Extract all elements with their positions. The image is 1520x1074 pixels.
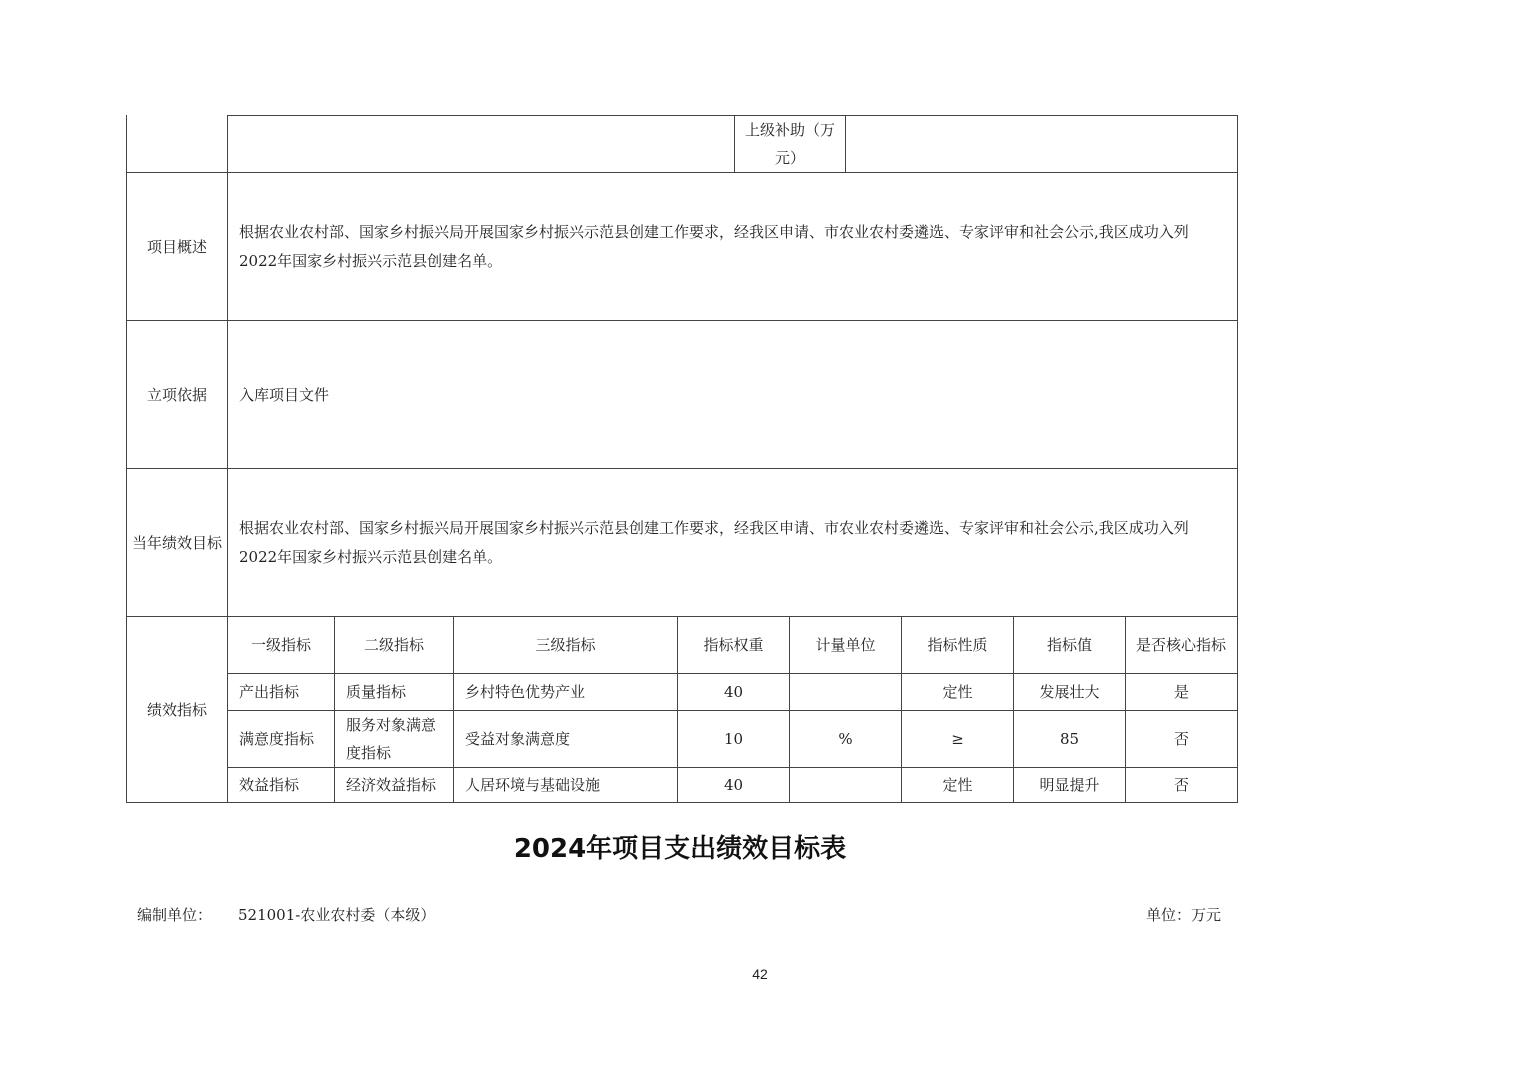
header-value: 指标值 [1046, 636, 1092, 654]
compiling-unit-label: 编制单位： [137, 906, 213, 924]
row1-level3: 乡村特色优势产业 [465, 683, 586, 701]
header-level1: 一级指标 [250, 636, 311, 654]
row3-level3: 人居环境与基础设施 [465, 776, 601, 794]
row1-level1: 产出指标 [239, 683, 300, 701]
row1-value: 发展壮大 [1039, 683, 1100, 701]
row2-level3: 受益对象满意度 [465, 730, 571, 748]
overview-text: 根据农业农村部、国家乡村振兴局开展国家乡村振兴示范县创建工作要求，经我区申请、市农业农村委遴选、专家评审和社会公示,我区成功入列2022年国家乡村振兴示范县创建名单。 [239, 222, 1189, 270]
header-unit: 计量单位 [815, 636, 876, 654]
row2-level2: 服务对象满意度指标 [346, 716, 437, 762]
row3-core: 否 [1173, 776, 1189, 794]
compiling-unit-value: 521001-农业农村委（本级） [238, 906, 436, 924]
header-core: 是否核心指标 [1135, 636, 1226, 654]
header-weight: 指标权重 [703, 636, 764, 654]
header-level3: 三级指标 [535, 636, 596, 654]
indicators-label: 绩效指标 [146, 700, 207, 719]
overview-label: 项目概述 [146, 237, 207, 256]
row2-weight: 10 [723, 730, 744, 748]
row3-level2: 经济效益指标 [346, 776, 437, 794]
subsidy-value [846, 116, 1236, 172]
row1-core: 是 [1173, 683, 1189, 701]
row2-nature: ≥ [951, 730, 964, 748]
row3-level1: 效益指标 [239, 776, 300, 794]
annual-goal-label: 当年绩效目标 [132, 533, 223, 552]
page-title: 2024年项目支出绩效目标表 [513, 834, 847, 864]
row2-value: 85 [1059, 730, 1080, 748]
row1-weight: 40 [723, 683, 744, 701]
row3-value: 明显提升 [1039, 776, 1100, 794]
header-level2: 二级指标 [363, 636, 424, 654]
row3-nature: 定性 [942, 776, 973, 794]
row3-unit [790, 768, 901, 802]
annual-goal-text: 根据农业农村部、国家乡村振兴局开展国家乡村振兴示范县创建工作要求，经我区申请、市农业农村委遴选、专家评审和社会公示,我区成功入列2022年国家乡村振兴示范县创建名单。 [239, 518, 1189, 566]
basis-text: 入库项目文件 [239, 385, 330, 404]
row1-level2: 质量指标 [346, 683, 407, 701]
row2-level1: 满意度指标 [239, 730, 315, 748]
row2-core: 否 [1173, 730, 1189, 748]
currency-unit: 单位：万元 [1146, 906, 1222, 924]
row1-unit [790, 674, 901, 710]
row1-nature: 定性 [942, 683, 973, 701]
subsidy-label: 上级补助（万元） [744, 121, 835, 167]
row2-unit: % [838, 730, 853, 748]
page-number: 42 [752, 966, 768, 982]
row3-weight: 40 [723, 776, 744, 794]
header-nature: 指标性质 [927, 636, 988, 654]
basis-label: 立项依据 [146, 385, 207, 404]
